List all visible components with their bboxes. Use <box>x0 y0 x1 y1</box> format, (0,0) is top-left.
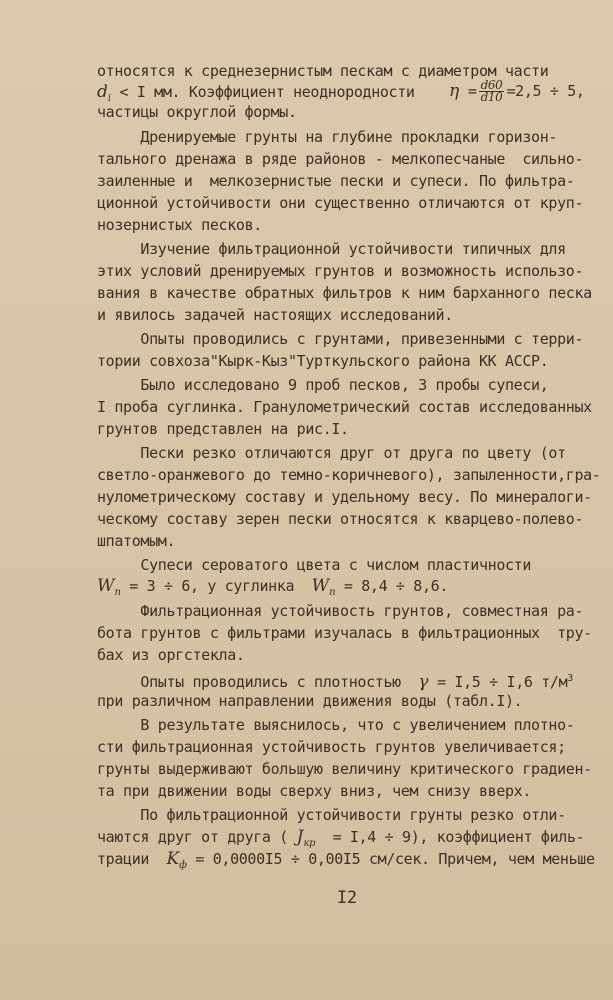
text-line: заиленные и мелкозернистые пески и супеси. По фильтра- <box>97 172 575 190</box>
fraction <box>479 80 505 103</box>
text-line: Было исследовано 9 проб песков, 3 пробы супеси, <box>97 376 549 394</box>
symbol-gamma: γ <box>418 672 429 692</box>
text-fragment: мм. Коэффициент неоднородности <box>145 83 415 101</box>
text-line: частицы округлой формы. <box>97 103 297 121</box>
text-line: ционной устойчивости они существенно отличаются от круп- <box>97 194 584 212</box>
text-fragment: чаются друг от друга ( <box>97 828 288 846</box>
text-line-formula <box>97 577 448 602</box>
text-line: нозернистых песков. <box>97 216 262 234</box>
text-fragment: Опыты проводились с плотностью <box>97 673 401 691</box>
text-fragment: = I,5 ÷ I,6 т/м <box>437 673 568 691</box>
text-line: Опыты проводились с грунтами, привезенными с терри- <box>97 330 584 348</box>
text-line: Изучение фильтрационной устойчивости типичных для <box>97 240 566 258</box>
text-line: светло-оранжевого до темно-коричневого), запыленности,гра- <box>97 466 601 484</box>
symbol-eta: η <box>449 81 460 101</box>
symbol-eq: = <box>467 82 477 100</box>
text-line: Пески резко отличаются друг от друга по цвету (от <box>97 444 566 462</box>
symbol-wp-sub: п <box>329 587 336 598</box>
text-line: нулометрическому составу и удельному весу. По минералоги- <box>97 488 592 506</box>
uniformity-formula <box>449 80 585 103</box>
superscript-3: 3 <box>567 673 573 684</box>
text-line: та при движении воды сверху вниз, чем снизу вверх. <box>97 782 532 800</box>
text-line: Фильтрационная устойчивость грунтов, совместная ра- <box>97 602 584 620</box>
symbol-lt: < <box>119 83 129 101</box>
page-number: I2 <box>337 888 357 908</box>
fraction-denominator: d10 <box>480 90 503 104</box>
text-line: сти фильтрационная устойчивость грунтов увеличивается; <box>97 738 566 756</box>
fraction-numerator: d60 <box>480 78 503 92</box>
symbol-d: d <box>97 82 108 102</box>
text-line: бота грунтов с фильтрами изучалась в фильтрационных тру- <box>97 624 592 642</box>
symbol-wp: W <box>97 576 115 596</box>
text-line: В результате выяснилось, что с увеличением плотно- <box>97 716 575 734</box>
symbol-wp-sub: п <box>114 587 121 598</box>
text-line: при различном направлении движения воды (табл.I). <box>97 692 523 710</box>
text-line: Дренируемые грунты на глубине прокладки горизон- <box>97 128 558 146</box>
text-fragment: = 0,0000I5 ÷ 0,00I5 см/сек. Причем, чем меньше <box>195 850 595 868</box>
text-line: ческому составу зерен пески относятся к кварцево-полево- <box>97 510 584 528</box>
text-line: I проба суглинка. Гранулометрический состав исследованных <box>97 398 592 416</box>
text-line: бах из оргстекла. <box>97 646 245 664</box>
eta-range: =2,5 ÷ 5, <box>506 82 585 100</box>
symbol-kf: K <box>166 849 180 869</box>
text-line: этих условий дренируемых грунтов и возможность использо- <box>97 262 584 280</box>
text-line: вания в качестве обратных фильтров к ним барханного песка <box>97 284 592 302</box>
text-line: относятся к среднезернистым пескам с диаметром части <box>97 62 549 80</box>
symbol-ikr-sub: кр <box>303 838 316 849</box>
text-fragment: трации <box>97 850 150 868</box>
text-line: грунтов представлен на рис.I. <box>97 420 349 438</box>
text-line: тории совхоза"Кырк-Кыз"Турткульского района КК АССР. <box>97 352 549 370</box>
symbol-wp: W <box>311 576 330 596</box>
symbol-d-sub: i <box>107 93 111 104</box>
text-line: По фильтрационной устойчивости грунты резко отли- <box>97 806 566 824</box>
text-line: Супеси сероватого цвета с числом пластичности <box>97 556 532 574</box>
text-line: тального дренажа в ряде районов - мелкопесчаные сильно- <box>97 150 584 168</box>
text-fragment: = 3 ÷ 6, у суглинка <box>129 577 295 595</box>
text-fragment: = 8,4 ÷ 8,6. <box>343 577 449 595</box>
text-line: грунты выдерживают большую величину критического градиен- <box>97 760 592 778</box>
text-line: и явилось задачей настоящих исследований. <box>97 306 453 324</box>
text-line-formula <box>97 850 595 875</box>
symbol-ikr: Ј <box>296 827 304 847</box>
symbol-one: I <box>136 83 146 101</box>
symbol-kf-sub: ф <box>179 860 187 871</box>
text-line: шпатомым. <box>97 532 176 550</box>
text-fragment: = I,4 ÷ 9), коэффициент филь- <box>332 828 585 846</box>
text-line-formula <box>97 670 573 691</box>
